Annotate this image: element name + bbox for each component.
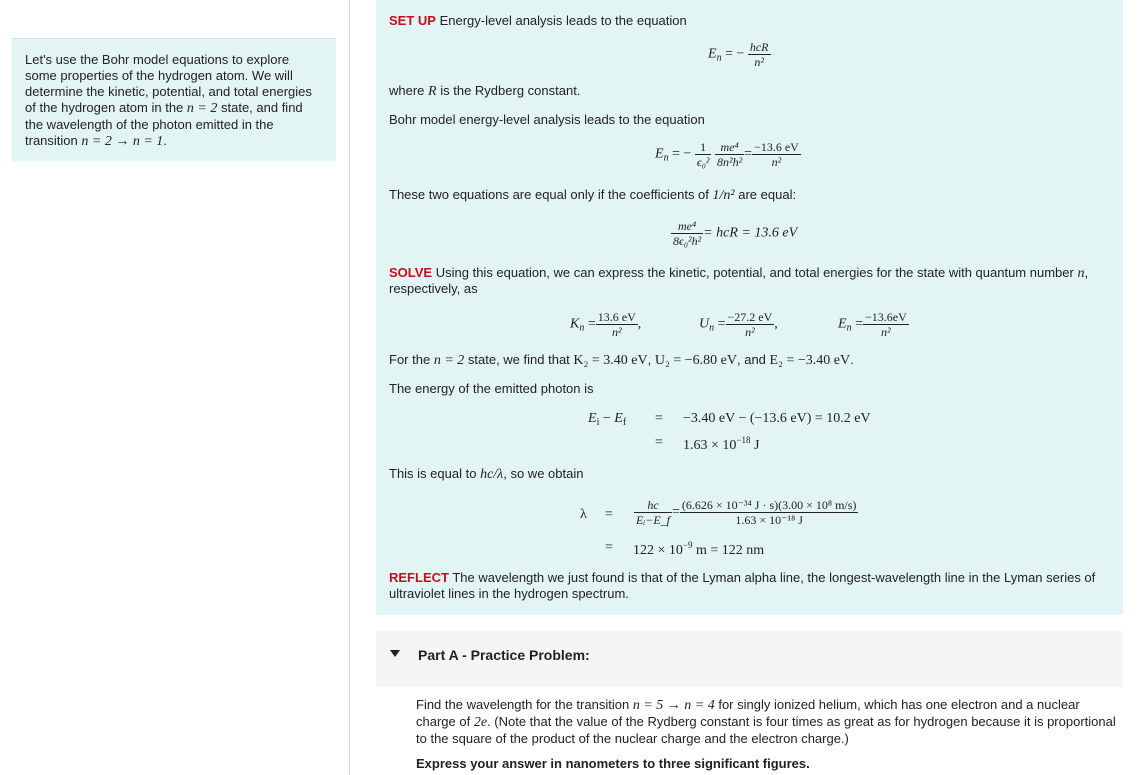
eq2-f3-den: n² (771, 155, 782, 169)
equation-3 (671, 219, 797, 248)
part-a-header[interactable] (376, 631, 1123, 687)
intro-text-1: Let's use the Bohr model equations to explore some properties of the hydrogen atom. We will determine the kinetic, potential, and total energies of the hydrogen atom in the (25, 52, 312, 115)
u-comma: , (774, 316, 778, 332)
total-equation (838, 310, 909, 339)
photon-energy-lhs (588, 411, 626, 428)
lambda-result-base: 122 × 10 (633, 543, 683, 558)
eq2-f2-num: me⁴ (715, 140, 744, 155)
equal-text-pre: These two equations are equal only if the coefficients of (389, 187, 709, 202)
e-num: −13.6eV (864, 310, 907, 324)
photon-paragraph: The energy of the emitted photon is (389, 381, 594, 396)
e-lhs: E (838, 316, 847, 332)
e-eq: = (855, 316, 863, 332)
hc-lambda-paragraph (389, 466, 583, 483)
k-fraction (596, 310, 638, 339)
u-eq: = (717, 316, 726, 332)
lambda-f2-num: (6.626 × 10⁻³⁴ J · s)(3.00 × 10⁸ m/s) (681, 498, 857, 512)
eq1-num: hcR (749, 40, 769, 54)
potential-equation (699, 310, 778, 339)
lambda-rhs-1 (634, 498, 858, 527)
caret-down-icon[interactable] (390, 650, 400, 657)
lambda-fraction-2 (680, 498, 859, 527)
for-state: n = 2 (433, 353, 465, 368)
intro-box (12, 38, 336, 161)
intro-text-2: state, and find the wavelength of the photon emitted in the transition (25, 100, 303, 148)
solution-panel (376, 0, 1123, 615)
express-instruction: Express your answer in nanometers to three significant figures. (416, 756, 810, 771)
lambda-fraction-1 (634, 498, 672, 527)
equal-text-post: are equal: (738, 187, 797, 202)
k-sub: n (579, 322, 585, 334)
for-u: U₂ = −6.80 eV (654, 353, 737, 368)
problem-math: n = 5 → n = 4 (632, 698, 715, 713)
eq2-f2-den: 8n²h² (716, 155, 743, 169)
problem-pre: Find the wavelength for the transition (416, 697, 630, 712)
intro-transition-math: n = 2 → n = 1 (81, 134, 164, 149)
reflect-paragraph (389, 570, 1111, 602)
eq2-fraction-2 (715, 140, 744, 169)
equal-paragraph (389, 187, 796, 204)
solve-n: n (1077, 266, 1085, 281)
where-R: R (428, 84, 437, 99)
lambda-f1-num: hc (634, 498, 672, 513)
photon-eq-sign-2: = (655, 435, 663, 450)
reflect-text: The wavelength we just found is that of the Lyman alpha line, the longest-wavelength line in the Lyman series of ultraviolet lines in the hydrogen spectrum. (389, 570, 1096, 601)
setup-keyword: SET UP (389, 13, 436, 28)
eq2-fraction-1 (695, 140, 712, 169)
eq2-lhs: E (655, 146, 664, 162)
e-den: n² (881, 325, 891, 339)
photon-rhs-2 (683, 435, 759, 454)
eq2-f3-num: −13.6 eV (754, 140, 799, 154)
kinetic-equation (570, 310, 641, 339)
for-text-2: state, we find that (467, 352, 570, 367)
for-e: E₂ = −3.40 eV (769, 353, 851, 368)
hc-math: hc/λ (480, 467, 504, 482)
photon-rhs-2-base: 1.63 × 10 (683, 438, 737, 453)
lambda-eq-sign-1: = (605, 507, 613, 522)
left-column (0, 0, 350, 775)
where-paragraph (389, 83, 580, 100)
e-sub: n (846, 322, 852, 334)
setup-paragraph (389, 13, 687, 28)
reflect-keyword: REFLECT (389, 570, 449, 585)
photon-rhs-1: −3.40 eV − (−13.6 eV) = 10.2 eV (683, 411, 871, 426)
eq2-lhs-sub: n (663, 152, 669, 164)
hc-pre: This is equal to (389, 466, 477, 481)
lambda-f2-den: 1.63 × 10⁻¹⁸ J (735, 513, 803, 527)
u-lhs: U (699, 316, 710, 332)
ei-minus: − (602, 411, 611, 426)
k-den: n² (611, 325, 622, 339)
for-sep-2: , and (737, 352, 766, 367)
for-text-1: For the (389, 352, 431, 367)
u-num: −27.2 eV (727, 310, 773, 324)
eq2-f1-den: ϵ₀² (696, 155, 710, 169)
eq3-rhs: = hcR = 13.6 eV (703, 225, 798, 241)
solve-paragraph-line2: respectively, as (389, 281, 478, 296)
solve-text-1: Using this equation, we can express the kinetic, potential, and total energies for the state with quantum number (435, 265, 1074, 280)
lambda-eq-mid: = (672, 504, 680, 520)
eq2-f1-num: 1 (695, 140, 712, 155)
eq1-den: n² (754, 55, 764, 69)
eq3-den: 8ϵ₀²h² (673, 234, 702, 248)
solve-paragraph (389, 265, 1088, 282)
bohr-paragraph: Bohr model energy-level analysis leads to the equation (389, 112, 705, 127)
part-a-title[interactable]: Part A - Practice Problem: (418, 647, 590, 663)
eq2-fraction-3 (752, 140, 801, 169)
lambda-result-rest: m = 122 nm (695, 543, 765, 558)
u-sub: n (709, 322, 715, 334)
lambda-f1-den: Eᵢ−E_f (636, 513, 670, 527)
eq1-fraction (748, 40, 771, 69)
eq2-mid: = − (672, 146, 692, 162)
k-lhs: K (570, 316, 580, 332)
k-eq: = (587, 316, 596, 332)
hc-post: , so we obtain (503, 466, 584, 481)
problem-mid: for singly ionized helium, which has one electron and a nuclear charge of (416, 697, 1080, 729)
u-den: n² (745, 325, 755, 339)
solve-keyword: SOLVE (389, 265, 433, 280)
lambda-eq-sign-2: = (605, 540, 613, 555)
solve-text-2: , (1084, 265, 1089, 280)
intro-state-math: n = 2 (186, 101, 218, 116)
eq3-num: me⁴ (671, 219, 703, 234)
ei-sub: i (596, 417, 600, 428)
eq1-lhs-sub: n (716, 52, 722, 64)
lambda-result (633, 540, 764, 559)
eq1-mid: = − (725, 46, 745, 62)
for-state-paragraph (389, 352, 854, 369)
ef-lhs: E (614, 411, 623, 426)
part-a-problem (416, 697, 1122, 747)
photon-eq-sign-1: = (655, 411, 663, 426)
photon-rhs-2-unit: J (753, 438, 760, 453)
u-fraction (726, 310, 775, 339)
lambda-lhs: λ (580, 507, 587, 522)
k-comma: , (637, 316, 642, 332)
ef-sub: f (622, 417, 627, 428)
where-suffix: is the Rydberg constant. (440, 83, 581, 98)
photon-rhs-2-exp: −18 (736, 435, 751, 445)
ei-lhs: E (588, 411, 597, 426)
equation-2 (655, 140, 801, 169)
setup-text: Energy-level analysis leads to the equation (439, 13, 687, 28)
for-k: K₂ = 3.40 eV (573, 353, 648, 368)
k-num: 13.6 eV (597, 310, 636, 324)
eq2-equals: = (744, 146, 753, 162)
problem-post: . (Note that the value of the Rydberg constant is four times as great as for hydrogen because it is proportional to the square of the product of the nuclear charge and the electron charge.) (416, 714, 1116, 746)
for-end: . (850, 352, 854, 367)
e-fraction (863, 310, 909, 339)
where-prefix: where (389, 83, 425, 98)
eq3-fraction (671, 219, 703, 248)
problem-charge: 2e (473, 715, 488, 730)
for-sep-1: , (647, 352, 652, 367)
intro-text-3: . (163, 133, 167, 148)
eq1-lhs: E (708, 46, 717, 62)
lambda-result-exp: −9 (682, 540, 693, 550)
equation-1 (708, 40, 771, 69)
equal-math: 1/n² (712, 188, 735, 203)
